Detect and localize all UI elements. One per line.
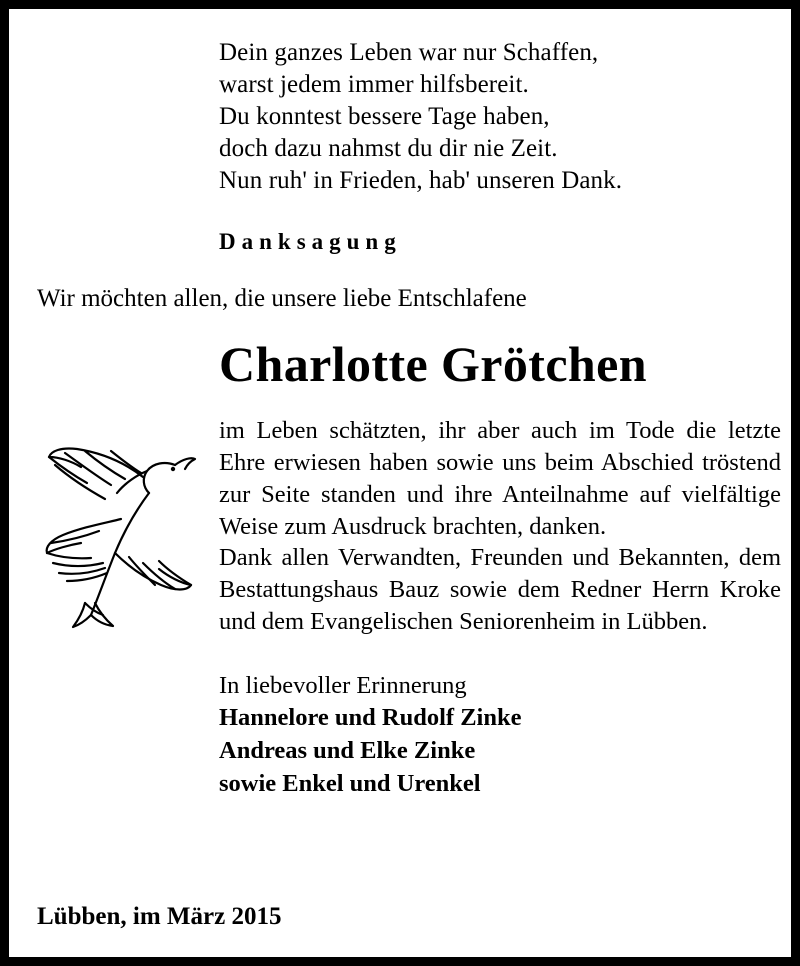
closing-intro: In liebevoller Erinnerung bbox=[219, 671, 467, 699]
place-and-date: Lübben, im März 2015 bbox=[37, 903, 282, 930]
poem-line: Du konntest bessere Tage haben, bbox=[219, 103, 550, 130]
notice-inner bbox=[9, 9, 791, 957]
poem-line: Nun ruh' in Frieden, hab' unseren Dank. bbox=[219, 167, 623, 194]
intro-text: Wir möchten allen, die unsere liebe Entschlafene bbox=[37, 285, 527, 312]
deceased-name: Charlotte Grötchen bbox=[219, 336, 647, 392]
body-text-block bbox=[219, 415, 781, 638]
body-paragraph: Dank allen Verwandten, Freunden und Bekannten, dem Bestattungshaus Bauz sowie dem Redner Herrn Kroke und dem Evangelischen Seniorenheim in Lübben. bbox=[219, 544, 781, 636]
body-paragraph: im Leben schätzten, ihr aber auch im Tode die letzte Ehre erwiesen haben sowie uns beim Abschied tröstend zur Seite standen und ihre Anteilnahme auf vielfältige Weise zum Ausdruck brachten, danken. bbox=[219, 417, 781, 540]
signatory: sowie Enkel und Urenkel bbox=[219, 769, 481, 797]
flying-dove-icon bbox=[25, 413, 205, 643]
signatory: Hannelore und Rudolf Zinke bbox=[219, 704, 522, 732]
section-heading: Danksagung bbox=[219, 229, 402, 254]
poem-line: warst jedem immer hilfsbereit. bbox=[219, 71, 529, 98]
poem-block bbox=[219, 37, 755, 197]
poem-line: doch dazu nahmst du dir nie Zeit. bbox=[219, 135, 558, 162]
poem-line: Dein ganzes Leben war nur Schaffen, bbox=[219, 39, 599, 66]
closing-block bbox=[219, 670, 755, 800]
signatory: Andreas und Elke Zinke bbox=[219, 737, 476, 765]
